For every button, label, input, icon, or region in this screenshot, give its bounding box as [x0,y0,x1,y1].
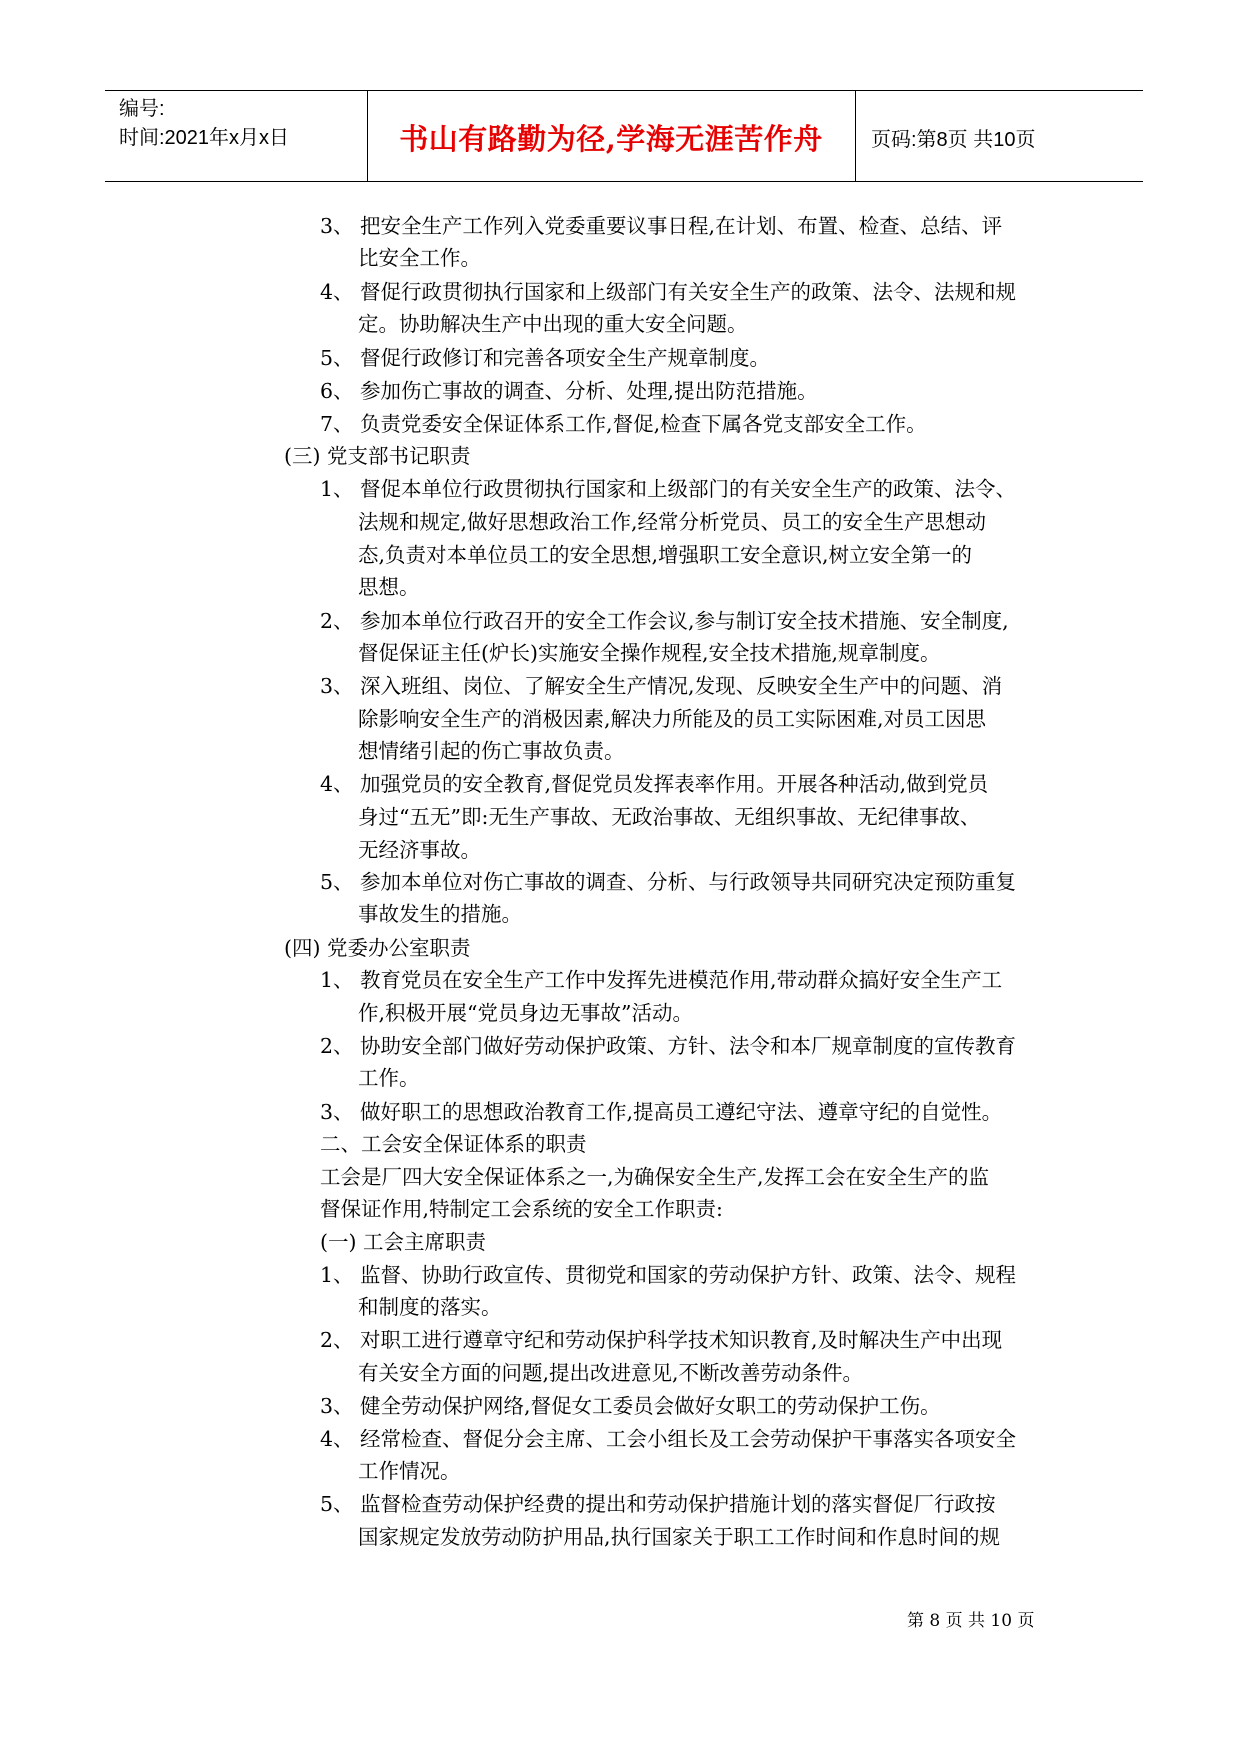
text-line: 事故发生的措施。 [358,902,522,926]
text-line: 3、 深入班组、岗位、了解安全生产情况,发现、反映安全生产中的问题、消 [320,674,1003,698]
header-page-label: 页码:第8页 共10页 [871,128,1036,151]
text-line: 工会是厂四大安全保证体系之一,为确保安全生产,发挥工会在安全生产的监 [320,1165,990,1189]
text-line: 4、 督促行政贯彻执行国家和上级部门有关安全生产的政策、法令、法规和规 [320,280,1017,304]
text-line: 督促保证主任(炉长)实施安全操作规程,安全技术措施,规章制度。 [358,641,941,665]
text-line: 2、 对职工进行遵章守纪和劳动保护科学技术知识教育,及时解决生产中出现 [320,1328,1003,1352]
text-line: 5、 参加本单位对伤亡事故的调查、分析、与行政领导共同研究决定预防重复 [320,870,1017,894]
header-meta [119,95,289,153]
text-line: 6、 参加伤亡事故的调查、分析、处理,提出防范措施。 [320,379,818,403]
text-line: 5、 督促行政修订和完善各项安全生产规章制度。 [320,346,771,370]
text-line: 比安全工作。 [358,246,481,270]
text-line: 思想。 [358,575,420,599]
header-motto: 书山有路勤为径,学海无涯苦作舟 [399,121,823,156]
text-line: 作,积极开展“党员身边无事故”活动。 [358,1001,693,1025]
text-line: 无经济事故。 [358,838,481,862]
document-header [105,90,1143,182]
page-footer: 第 8 页 共 10 页 [907,1611,1035,1631]
text-line: 7、 负责党委安全保证体系工作,督促,检查下属各党支部安全工作。 [320,412,927,436]
section-heading: 二、工会安全保证体系的职责 [320,1132,587,1156]
text-line: 想情绪引起的伤亡事故负责。 [358,739,625,763]
text-line: 4、 经常检查、督促分会主席、工会小组长及工会劳动保护干事落实各项安全 [320,1427,1017,1451]
text-line: 工作。 [358,1066,420,1090]
text-line: 2、 参加本单位行政召开的安全工作会议,参与制订安全技术措施、安全制度, [320,609,1009,633]
section-heading: (一) 工会主席职责 [320,1230,487,1254]
section-heading: (三) 党支部书记职责 [284,444,471,468]
document-number-label: 编号: [119,98,165,120]
text-line: 3、 健全劳动保护网络,督促女工委员会做好女职工的劳动保护工伤。 [320,1394,941,1418]
text-line: 3、 把安全生产工作列入党委重要议事日程,在计划、布置、检查、总结、评 [320,214,1003,238]
text-line: 1、 教育党员在安全生产工作中发挥先进模范作用,带动群众搞好安全生产工 [320,968,1003,992]
text-line: 定。协助解决生产中出现的重大安全问题。 [358,312,748,336]
text-line: 身过“五无”即:无生产事故、无政治事故、无组织事故、无纪律事故、 [358,805,981,829]
text-line: 和制度的落实。 [358,1295,502,1319]
text-line: 3、 做好职工的思想政治教育工作,提高员工遵纪守法、遵章守纪的自觉性。 [320,1100,1003,1124]
text-line: 4、 加强党员的安全教育,督促党员发挥表率作用。开展各种活动,做到党员 [320,772,989,796]
text-line: 除影响安全生产的消极因素,解决力所能及的员工实际困难,对员工因思 [358,707,987,731]
text-line: 2、 协助安全部门做好劳动保护政策、方针、法令和本厂规章制度的宣传教育 [320,1034,1017,1058]
text-line: 1、 督促本单位行政贯彻执行国家和上级部门的有关安全生产的政策、法令、 [320,477,1017,501]
text-line: 1、 监督、协助行政宣传、贯彻党和国家的劳动保护方针、政策、法令、规程 [320,1263,1017,1287]
section-heading: (四) 党委办公室职责 [284,936,471,960]
header-divider-right [855,91,856,181]
text-line: 有关安全方面的问题,提出改进意见,不断改善劳动条件。 [358,1361,864,1385]
text-line: 5、 监督检查劳动保护经费的提出和劳动保护措施计划的落实督促厂行政按 [320,1492,996,1516]
document-date-label: 时间:2021年x月x日 [119,127,290,149]
text-line: 态,负责对本单位员工的安全思想,增强职工安全意识,树立安全第一的 [358,543,973,567]
text-line: 法规和规定,做好思想政治工作,经常分析党员、员工的安全生产思想动 [358,510,987,534]
text-line: 国家规定发放劳动防护用品,执行国家关于职工工作时间和作息时间的规 [358,1525,1001,1549]
text-line: 工作情况。 [358,1459,461,1483]
text-line: 督保证作用,特制定工会系统的安全工作职责: [320,1197,723,1221]
